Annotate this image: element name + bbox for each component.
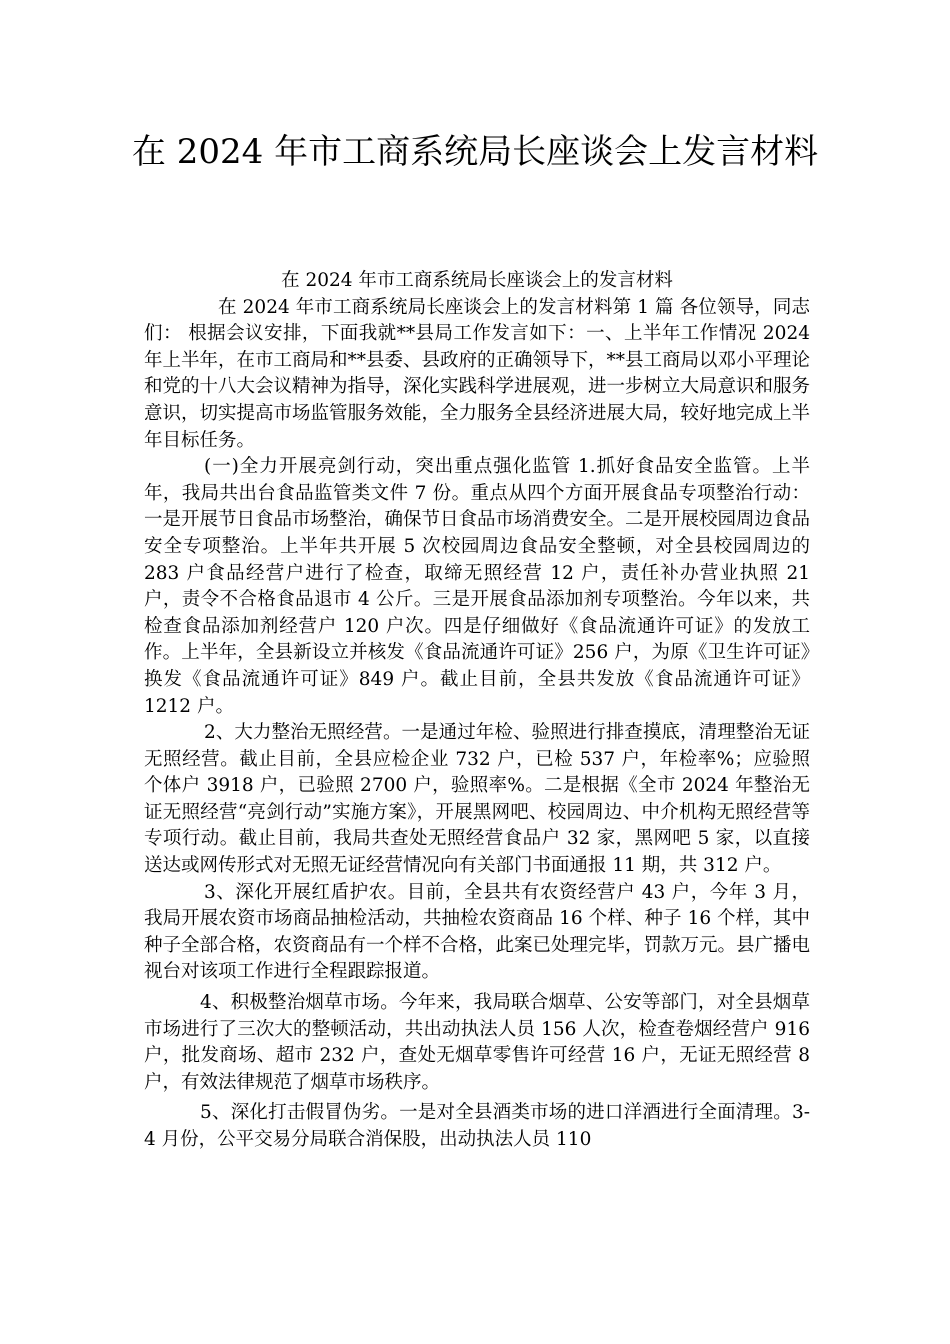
paragraph-intro: 在 2024 年市工商系统局长座谈会上的发言材料第 1 篇 各位领导，同志们： 根据会议安排，下面我就**县局工作发言如下：一、上半年工作情况 2024 年上半年，在市工商局和**县委、县政府的正确领导下，**县工商局以邓小平理论和党的十八大会议精神为指导，深化实践科学进展观，进一步树立大局意识和服务意识，切实提高市场监管服务效能，全力服务全县经济进展大局，较好地完成上半年目标任务。 [144, 296, 811, 451]
paragraph-food-safety: (一)全力开展亮剑行动，突出重点强化监管 1.抓好食品安全监管。上半年，我局共出台食品监管类文件 7 份。重点从四个方面开展食品专项整治行动：一是开展节日食品市场整治，确保节日食品市场消费安全。二是开展校园周边食品安全专项整治。上半年共开展 5 次校园周边食品安全整顿，对全县校园周边的 283 户食品经营户进行了检查，取缔无照经营 12 户，责任补办营业执照 21 户，责令不合格食品退市 4 公斤。三是开展食品添加剂专项整治。今年以来，共检查食品添加剂经营户 120 户次。四是仔细做好《食品流通许可证》的发放工作。上半年，全县新设立并核发《食品流通许可证》256 户，为原《卫生许可证》换发《食品流通许可证》849 户。截止目前，全县共发放《食品流通许可证》1212 户。 [144, 456, 811, 717]
paragraph-agriculture: 3、深化开展红盾护农。目前，全县共有农资经营户 43 户，今年 3 月，我局开展农资市场商品抽检活动，共抽检农资商品 16 个样、种子 16 个样，其中种子全部合格，农资商品有一个样不合格，此案已处理完毕，罚款万元。县广播电视台对该项工作进行全程跟踪报道。 [144, 881, 811, 983]
document-title: 在 2024 年市工商系统局长座谈会上发言材料 [131, 132, 819, 172]
document-subtitle: 在 2024 年市工商系统局长座谈会上的发言材料 [281, 270, 673, 291]
paragraph-counterfeit: 5、深化打击假冒伪劣。一是对全县酒类市场的进口洋酒进行全面清理。3-4 月份，公平交易分局联合消保股，出动执法人员 110 [144, 1102, 810, 1150]
paragraph-unlicensed-business: 2、大力整治无照经营。一是通过年检、验照进行排查摸底，清理整治无证无照经营。截止目前，全县应检企业 732 户，已检 537 户，年检率%；应验照个体户 3918 户，已验照 2700 户，验照率%。二是根据《全市 2024 年整治无证无照经营“亮剑行动”实施方案》，开展黑网吧、校园周边、中介机构无照经营等专项行动。截止目前，我局共查处无照经营食品户 32 家，黑网吧 5 家，以直接送达或网传形式对无照无证经营情况向有关部门书面通报 11 期，共 312 户。 [144, 722, 810, 877]
paragraph-tobacco-market: 4、积极整治烟草市场。今年来，我局联合烟草、公安等部门，对全县烟草市场进行了三次大的整顿活动，共出动执法人员 156 人次，检查卷烟经营户 916 户，批发商场、超市 232 户，查处无烟草零售许可经营 16 户，无证无照经营 8 户，有效法律规范了烟草市场秩序。 [144, 992, 810, 1093]
document-body [144, 268, 810, 1154]
